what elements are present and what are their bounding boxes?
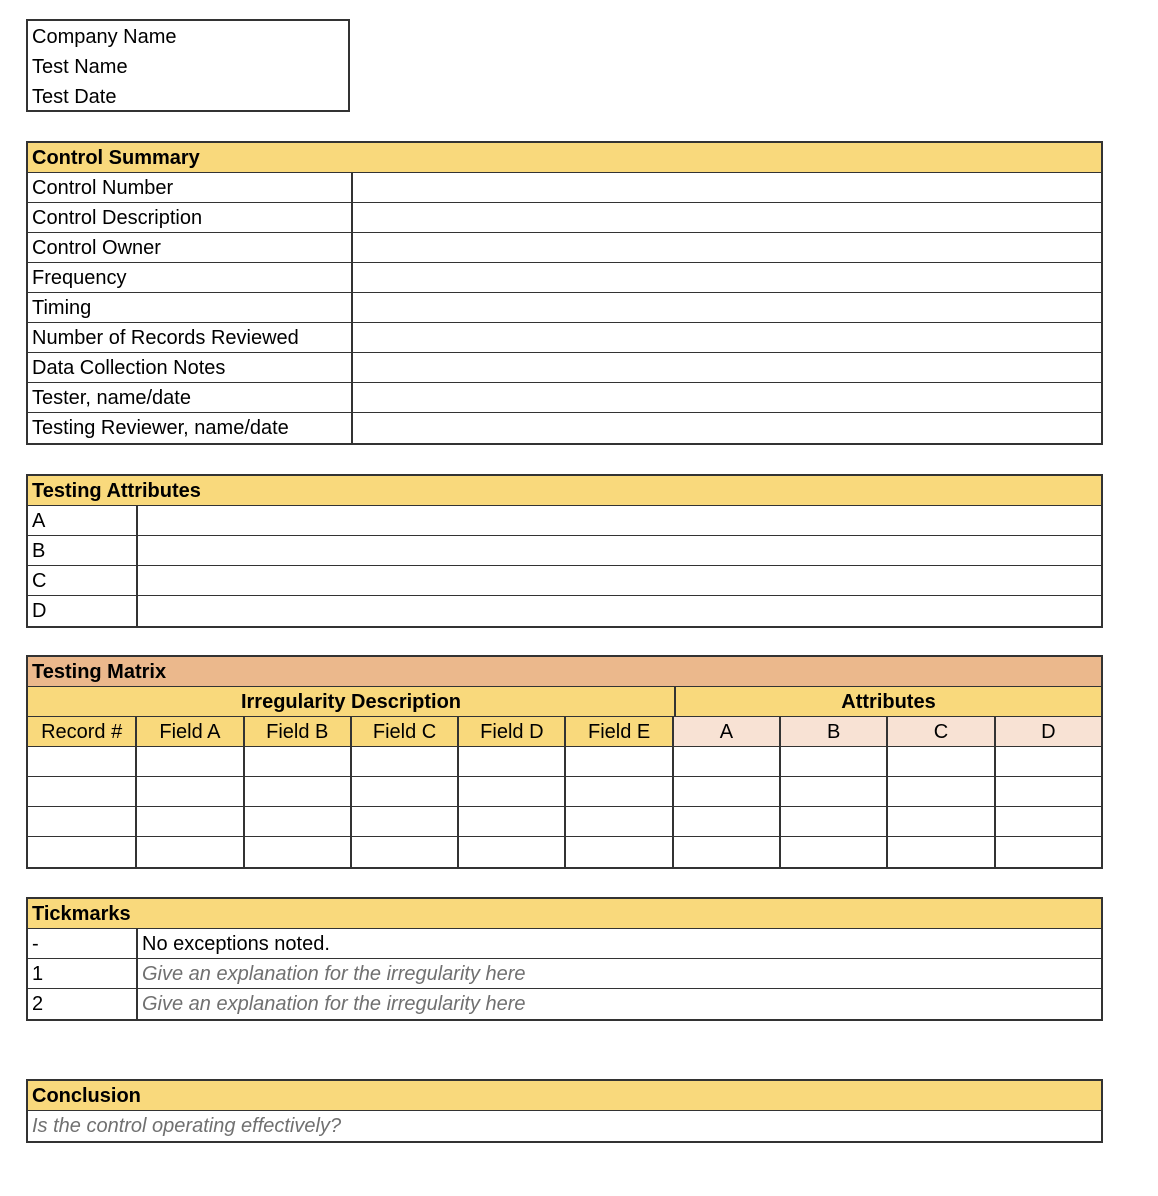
matrix-cell[interactable] — [457, 807, 564, 836]
matrix-cell[interactable] — [28, 777, 135, 806]
matrix-cell[interactable] — [994, 837, 1101, 867]
matrix-cell[interactable] — [135, 807, 242, 836]
control-description-label: Control Description — [32, 207, 203, 229]
table-row — [28, 413, 1101, 443]
matrix-group-header-row — [28, 687, 1101, 717]
matrix-cell[interactable] — [672, 747, 779, 776]
frequency-label: Frequency — [32, 267, 127, 289]
matrix-cell[interactable] — [564, 807, 671, 836]
table-row — [28, 293, 1101, 323]
column-header-record: Record # — [28, 717, 135, 746]
timing-value[interactable] — [351, 293, 1101, 322]
matrix-cell[interactable] — [886, 747, 993, 776]
table-row — [28, 203, 1101, 233]
table-row — [28, 747, 1101, 777]
column-header-attr-b: B — [779, 717, 886, 746]
attribute-a-label: A — [32, 510, 46, 532]
table-row — [28, 989, 1101, 1019]
matrix-cell[interactable] — [28, 807, 135, 836]
matrix-cell[interactable] — [457, 837, 564, 867]
matrix-cell[interactable] — [135, 747, 242, 776]
matrix-cell[interactable] — [457, 747, 564, 776]
column-header-attr-c: C — [886, 717, 993, 746]
table-row — [28, 596, 1101, 626]
matrix-cell[interactable] — [779, 747, 886, 776]
timing-label: Timing — [32, 297, 92, 319]
table-row — [28, 233, 1101, 263]
matrix-cell[interactable] — [564, 777, 671, 806]
tickmark-description[interactable]: Give an explanation for the irregularity here — [136, 989, 1101, 1019]
attribute-a-value[interactable] — [136, 506, 1101, 535]
testing-reviewer-value[interactable] — [351, 413, 1101, 443]
matrix-cell[interactable] — [779, 837, 886, 867]
control-description-value[interactable] — [351, 203, 1101, 232]
control-owner-label: Control Owner — [32, 237, 161, 259]
control-owner-value[interactable] — [351, 233, 1101, 262]
tickmark-symbol: 2 — [32, 993, 44, 1015]
matrix-cell[interactable] — [350, 837, 457, 867]
control-number-value[interactable] — [351, 173, 1101, 202]
conclusion-table — [26, 1079, 1103, 1143]
test-date-field[interactable]: Test Date — [32, 86, 117, 108]
matrix-cell[interactable] — [350, 747, 457, 776]
matrix-cell[interactable] — [135, 837, 242, 867]
matrix-cell[interactable] — [350, 777, 457, 806]
company-name-field[interactable]: Company Name — [32, 26, 177, 48]
table-row — [28, 777, 1101, 807]
column-header-field-c: Field C — [350, 717, 457, 746]
matrix-cell[interactable] — [994, 777, 1101, 806]
matrix-cell[interactable] — [243, 777, 350, 806]
testing-matrix-table — [26, 655, 1103, 869]
table-row — [28, 807, 1101, 837]
matrix-cell[interactable] — [779, 807, 886, 836]
control-number-label: Control Number — [32, 177, 174, 199]
table-row — [28, 353, 1101, 383]
tester-label: Tester, name/date — [32, 387, 191, 409]
matrix-cell[interactable] — [243, 807, 350, 836]
matrix-cell[interactable] — [243, 747, 350, 776]
control-summary-title: Control Summary — [28, 143, 1101, 173]
matrix-cell[interactable] — [994, 807, 1101, 836]
matrix-cell[interactable] — [564, 837, 671, 867]
table-row — [28, 383, 1101, 413]
column-header-field-d: Field D — [457, 717, 564, 746]
test-name-field[interactable]: Test Name — [32, 56, 128, 78]
table-row — [28, 566, 1101, 596]
attribute-b-value[interactable] — [136, 536, 1101, 565]
table-row — [28, 1111, 1101, 1141]
matrix-cell[interactable] — [243, 837, 350, 867]
matrix-cell[interactable] — [886, 807, 993, 836]
testing-attributes-table — [26, 474, 1103, 628]
data-collection-notes-label: Data Collection Notes — [32, 357, 226, 379]
records-reviewed-label: Number of Records Reviewed — [32, 327, 299, 349]
table-row — [28, 837, 1101, 867]
test-header-block — [26, 19, 350, 112]
matrix-cell[interactable] — [350, 807, 457, 836]
matrix-cell[interactable] — [28, 747, 135, 776]
attribute-b-label: B — [32, 540, 46, 562]
attribute-c-value[interactable] — [136, 566, 1101, 595]
matrix-column-header-row — [28, 717, 1101, 747]
attributes-header: Attributes — [674, 687, 1101, 716]
tickmark-description[interactable]: No exceptions noted. — [136, 929, 1101, 958]
matrix-cell[interactable] — [457, 777, 564, 806]
matrix-cell[interactable] — [886, 777, 993, 806]
table-row — [28, 506, 1101, 536]
attribute-d-label: D — [32, 600, 47, 622]
frequency-value[interactable] — [351, 263, 1101, 292]
conclusion-title: Conclusion — [28, 1081, 1101, 1111]
tickmark-description[interactable]: Give an explanation for the irregularity here — [136, 959, 1101, 988]
table-row — [28, 173, 1101, 203]
tickmark-symbol: 1 — [32, 963, 44, 985]
testing-reviewer-label: Testing Reviewer, name/date — [32, 417, 289, 439]
conclusion-input[interactable]: Is the control operating effectively? — [32, 1115, 342, 1137]
matrix-cell[interactable] — [28, 837, 135, 867]
tickmark-symbol: - — [32, 933, 39, 955]
data-collection-notes-value[interactable] — [351, 353, 1101, 382]
matrix-cell[interactable] — [779, 777, 886, 806]
matrix-cell[interactable] — [886, 837, 993, 867]
tickmarks-title: Tickmarks — [28, 899, 1101, 929]
matrix-cell[interactable] — [672, 777, 779, 806]
attribute-c-label: C — [32, 570, 47, 592]
attribute-d-value[interactable] — [136, 596, 1101, 626]
matrix-cell[interactable] — [672, 807, 779, 836]
column-header-field-e: Field E — [564, 717, 671, 746]
column-header-attr-d: D — [994, 717, 1101, 746]
table-row — [28, 263, 1101, 293]
tester-value[interactable] — [351, 383, 1101, 412]
matrix-cell[interactable] — [994, 747, 1101, 776]
column-header-attr-a: A — [672, 717, 779, 746]
table-row — [28, 323, 1101, 353]
matrix-cell[interactable] — [564, 747, 671, 776]
irregularity-description-header: Irregularity Description — [240, 691, 462, 713]
matrix-cell[interactable] — [135, 777, 242, 806]
testing-attributes-title: Testing Attributes — [28, 476, 1101, 506]
matrix-cell[interactable] — [672, 837, 779, 867]
table-row — [28, 536, 1101, 566]
table-row — [28, 929, 1101, 959]
column-header-field-b: Field B — [243, 717, 350, 746]
testing-matrix-title: Testing Matrix — [28, 657, 1101, 687]
column-header-field-a: Field A — [135, 717, 242, 746]
control-summary-table — [26, 141, 1103, 445]
tickmarks-table — [26, 897, 1103, 1021]
table-row — [28, 959, 1101, 989]
records-reviewed-value[interactable] — [351, 323, 1101, 352]
